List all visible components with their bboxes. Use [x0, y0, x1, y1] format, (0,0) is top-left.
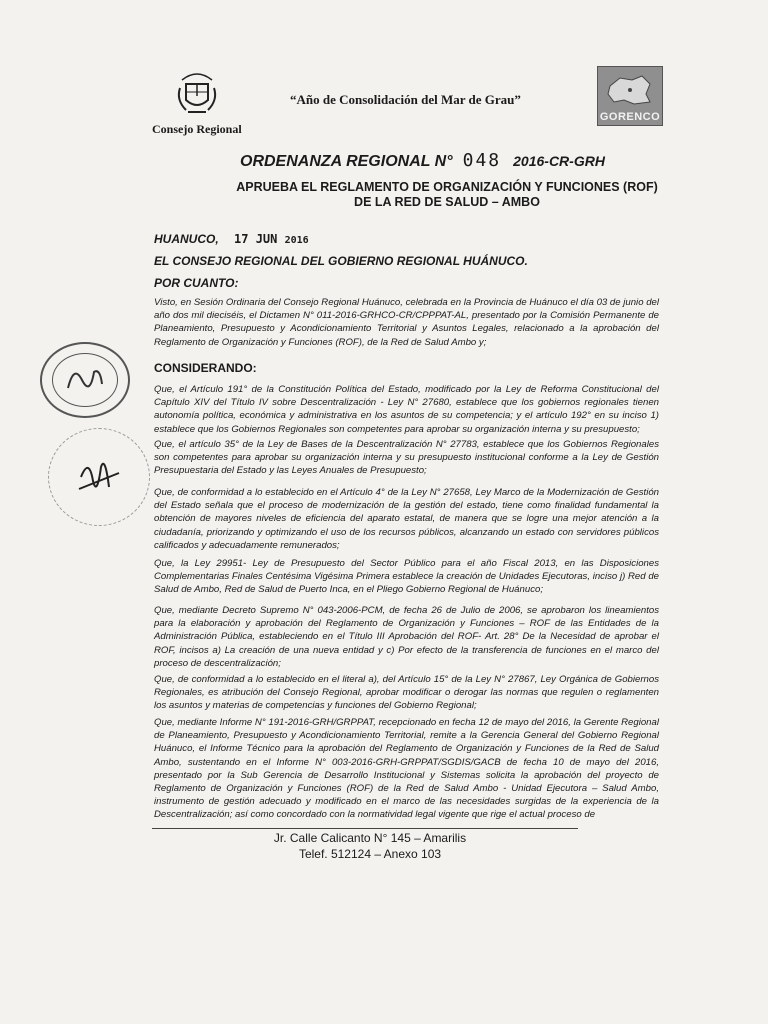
visto-paragraph: Visto, en Sesión Ordinaria del Consejo Regional Huánuco, celebrada en la Provincia de Huánuco el día 03 de junio del año dos mil dieciséis, el Dictamen N° 011-2016-GRHCO-CR/CPPPAT-AL, presentado por la Comisión Permanente de Planeamiento, Presupuesto y Acondicionamiento Territorial y Asuntos Legales, relacionado a la aprobación del Reglamento de Organización y Funciones (ROF), de la Red de Salud Ambo y;	[154, 297, 659, 348]
date-year: 2016	[284, 235, 309, 246]
considerando-paragraph-1: Que, el Artículo 191° de la Constitución Política del Estado, modificado por la Ley de Reforma Constitucional del Capítulo XIV del Título IV sobre Descentralización - Ley N° 27680, establece que los gobiernos regionales tienen autonomía política, económica y administrativa en los asuntos de su competencia; y el artículo 192° en su inciso 1) establece que los Gobiernos Regionales son competentes para aprobar su organización interna y su presupuesto;	[154, 384, 659, 435]
council-heading: EL CONSEJO REGIONAL DEL GOBIERNO REGIONAL HUÁNUCO.	[154, 254, 528, 268]
considerando-paragraph-5: Que, mediante Decreto Supremo N° 043-2006-PCM, de fecha 26 de Julio de 2006, se aprobaron los lineamientos para la elaboración y aprobación del Reglamento de Organización y Funciones – ROF de las Entidades de la Administración Pública, estableciendo en el Título III Aprobación del ROF- Art. 28° De la Necesidad de aprobar el ROF, incisos a) La creación de una nueva entidad y c) Por efecto de la transferencia de funciones en el marco del proceso de descentralización;	[154, 605, 659, 669]
year-motto: “Año de Consolidación del Mar de Grau”	[290, 92, 521, 107]
considerando-paragraph-6: Que, de conformidad a lo establecido en el literal a), del Artículo 15° de la Ley N° 27867, Ley Orgánica de Gobiernos Regionales, es atribución del Consejo Regional, aprobar modificar o derogar las normas que regulen o reglamenten los asuntos y materias de competencias y funciones del Gobierno Regional;	[154, 674, 659, 712]
ordinance-title	[240, 150, 605, 171]
coat-of-arms-icon	[172, 66, 222, 124]
gorenco-logo	[597, 66, 663, 126]
signature-icon	[64, 358, 106, 400]
footer-address	[0, 831, 768, 845]
ordinance-subtitle: APRUEBA EL REGLAMENTO DE ORGANIZACIÓN Y FUNCIONES (ROF) DE LA RED DE SALUD – AMBO	[236, 180, 658, 209]
date-stamp	[234, 232, 309, 246]
footer-phone-text: Telef. 512124 – Anexo 103	[298, 847, 442, 861]
por-cuanto-heading: POR CUANTO:	[154, 276, 239, 290]
footer-divider	[152, 828, 578, 829]
considerando-paragraph-3: Que, de conformidad a lo establecido en el Artículo 4° de la Ley N° 27658, Ley Marco de la Modernización de Gestión del Estado señala que el proceso de modernización de la gestión del estado, tiene como finalidad fundamental la obtención de mayores niveles de eficiencia del aparato estatal, de manera que se logre una mejor atención a la ciudadanía, priorizando y optimizando el uso de los recursos públicos, alcanzando un estado con servidores públicos calificados y adecuadamente remunerados;	[154, 487, 659, 551]
footer-address-text: Jr. Calle Calicanto N° 145 – Amarilis	[273, 831, 467, 845]
date-place: HUANUCO,	[154, 232, 219, 246]
ordinance-number: 048	[462, 150, 502, 171]
considerando-heading: CONSIDERANDO:	[154, 361, 257, 375]
logo-text: GORENCO	[599, 111, 661, 123]
title-suffix: 2016-CR-GRH	[513, 153, 605, 169]
map-icon	[604, 72, 656, 108]
considerando-paragraph-4: Que, la Ley 29951- Ley de Presupuesto del Sector Público para el año Fiscal 2013, en las Disposiciones Complementarias Finales Centésima Vigésima Primera establece la creación de Unidades Ejecutoras, inciso j) Red de Salud de Ambo, Red de Salud de Puerto Inca, en el Pliego Gobierno Regional de Huánuco;	[154, 558, 659, 596]
faint-seal-stamp	[48, 428, 150, 526]
signature-icon	[71, 447, 127, 505]
council-seal-stamp	[40, 342, 130, 418]
date-day: 17	[234, 232, 249, 246]
considerando-paragraph-2: Que, el artículo 35° de la Ley de Bases de la Descentralización N° 27783, establece que los Gobiernos Regionales son competentes para aprobar su organización interna y su presupuesto institucional conforme a la Ley de Gestión Presupuestaria del Estado y las Leyes Anuales de Presupuesto;	[154, 439, 659, 477]
date-month: JUN	[255, 232, 278, 246]
title-prefix: ORDENANZA REGIONAL N°	[240, 153, 453, 170]
considerando-paragraph-7: Que, mediante Informe N° 191-2016-GRH/GRPPAT, recepcionado en fecha 12 de mayo del 2016, la Gerente Regional de Planeamiento, Presupuesto y Acondicionamiento Territorial, remite a la Gerencia General del Gobierno Regional Huánuco, el Informe Técnico para la aprobación del Reglamento de Organización y Funciones de la Red de Salud Ambo, sustentando en el Informe N° 003-2016-GRH-GRPPAT/SGDIS/GACB de fecha 10 de mayo del 2016, presentado por la Sub Gerencia de Desarrollo Institucional y Sistemas solicita la aprobación del proyecto de Reglamento de Organización y Funciones (ROF) de la Red de Salud Ambo - Unidad Ejecutora – Salud Ambo, instrumento de gestión adecuado y modificado en el marco de las necesidades surgidas de la experiencia de la Descentralización; así como concordado con la normatividad legal vigente que rige el actual proceso de	[154, 717, 659, 821]
date-line	[154, 232, 309, 246]
footer-phone	[0, 847, 768, 861]
council-label: Consejo Regional	[152, 122, 242, 136]
